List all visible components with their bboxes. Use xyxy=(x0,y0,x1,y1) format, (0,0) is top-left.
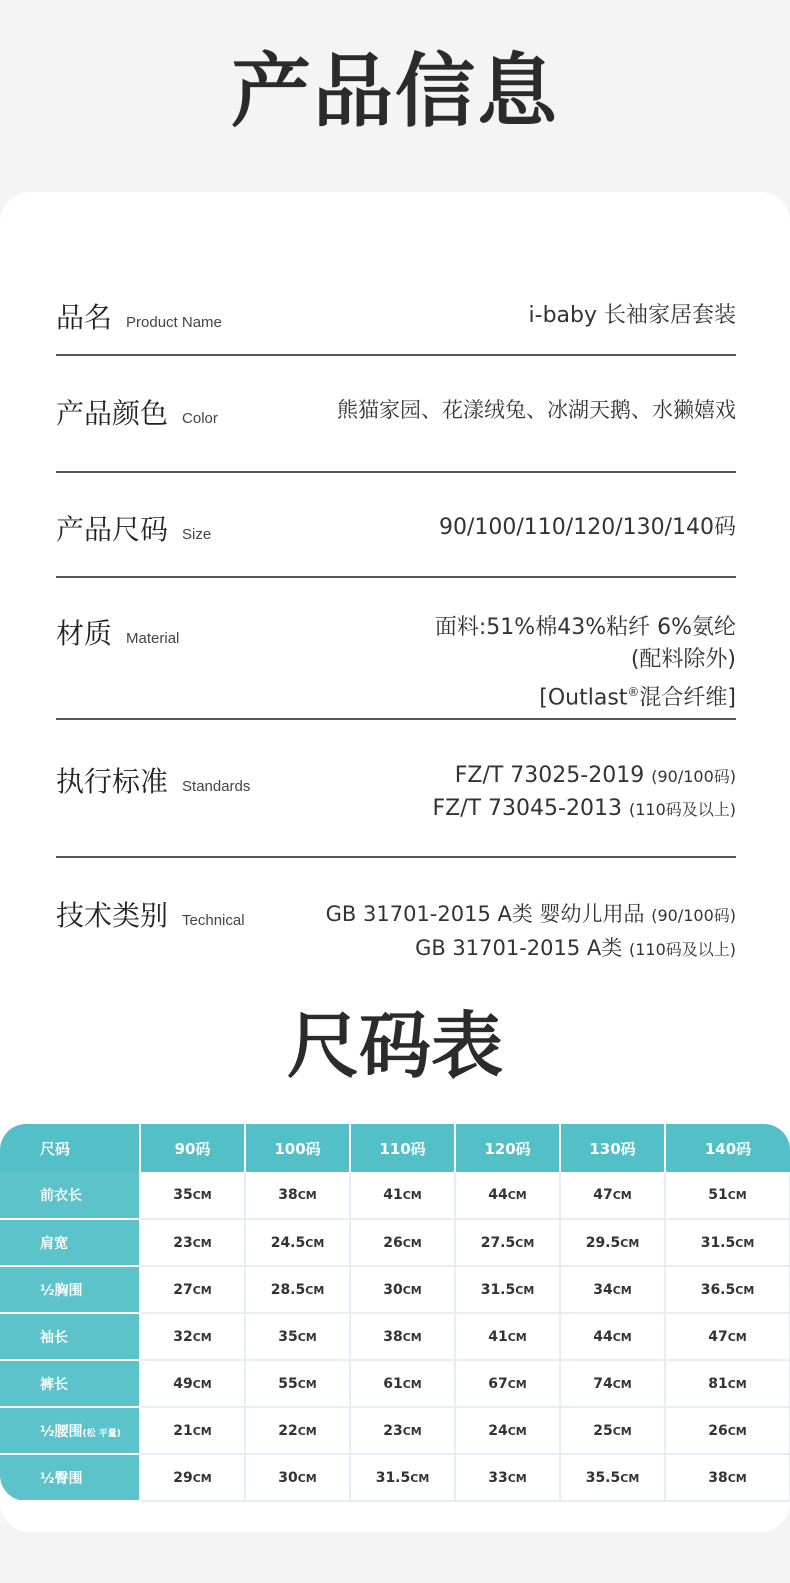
size-chart-title: 尺码表 xyxy=(286,1004,503,1088)
table-row xyxy=(0,1360,790,1407)
size-cell: 25CM xyxy=(560,1407,665,1454)
header-cell: 100码 xyxy=(245,1124,350,1172)
size-cell: 29CM xyxy=(140,1454,245,1501)
header-cell: 120码 xyxy=(455,1124,560,1172)
size-cell: 44CM xyxy=(560,1313,665,1360)
value xyxy=(432,760,736,826)
divider xyxy=(56,576,736,578)
size-cell: 27.5CM xyxy=(455,1219,560,1266)
size-cell: 31.5CM xyxy=(665,1219,790,1266)
size-cell: 32CM xyxy=(140,1313,245,1360)
size-cell: 35CM xyxy=(140,1172,245,1219)
label-en: Color xyxy=(182,410,218,427)
value xyxy=(439,512,736,544)
row-label: ½腰围(松 平量) xyxy=(0,1407,140,1454)
header-cell: 尺码 xyxy=(0,1124,140,1172)
value-line: 熊猫家园、花漾绒兔、冰湖天鹅、水獭嬉戏 xyxy=(337,398,736,422)
size-cell: 67CM xyxy=(455,1360,560,1407)
size-cell: 24.5CM xyxy=(245,1219,350,1266)
value xyxy=(435,612,736,714)
size-cell: 21CM xyxy=(140,1407,245,1454)
size-cell: 38CM xyxy=(245,1172,350,1219)
size-cell: 38CM xyxy=(665,1454,790,1501)
table-row xyxy=(0,1172,790,1219)
page-title: 产品信息 xyxy=(231,45,559,138)
size-cell: 44CM xyxy=(455,1172,560,1219)
registered-mark: ® xyxy=(627,685,640,699)
row-label: 袖长 xyxy=(0,1313,140,1360)
label-en: Product Name xyxy=(126,314,222,331)
size-cell: 74CM xyxy=(560,1360,665,1407)
size-cell: 49CM xyxy=(140,1360,245,1407)
value xyxy=(337,394,736,426)
table-row xyxy=(0,1454,790,1501)
size-cell: 51CM xyxy=(665,1172,790,1219)
row-label: 前衣长 xyxy=(0,1172,140,1219)
size-cell: 26CM xyxy=(665,1407,790,1454)
divider xyxy=(56,354,736,356)
size-cell: 41CM xyxy=(455,1313,560,1360)
size-cell: 38CM xyxy=(350,1313,455,1360)
size-cell: 22CM xyxy=(245,1407,350,1454)
value-line: GB 31701-2015 A类 (110码及以上) xyxy=(415,936,736,960)
value-line: [Outlast®混合纤维] xyxy=(539,685,736,711)
size-cell: 36.5CM xyxy=(665,1266,790,1313)
divider xyxy=(56,471,736,473)
table-row xyxy=(0,1219,790,1266)
table-row xyxy=(0,1407,790,1454)
size-cell: 81CM xyxy=(665,1360,790,1407)
value-line: FZ/T 73025-2019 (90/100码) xyxy=(454,763,736,788)
size-cell: 31.5CM xyxy=(455,1266,560,1313)
size-cell: 30CM xyxy=(245,1454,350,1501)
row-label: ½胸围 xyxy=(0,1266,140,1313)
size-cell: 23CM xyxy=(350,1407,455,1454)
value-line: 90/100/110/120/130/140码 xyxy=(438,515,736,540)
size-cell: 47CM xyxy=(560,1172,665,1219)
size-cell: 29.5CM xyxy=(560,1219,665,1266)
label-en: Technical xyxy=(182,912,245,929)
size-cell: 34CM xyxy=(560,1266,665,1313)
table-row xyxy=(0,1266,790,1313)
size-cell: 47CM xyxy=(665,1313,790,1360)
size-cell: 41CM xyxy=(350,1172,455,1219)
value-line: i-baby 长袖家居套装 xyxy=(528,303,736,328)
size-cell: 23CM xyxy=(140,1219,245,1266)
label-cn: 执行标准 xyxy=(56,765,169,798)
size-cell: 28.5CM xyxy=(245,1266,350,1313)
row-label: 肩宽 xyxy=(0,1219,140,1266)
row-label: 裤长 xyxy=(0,1360,140,1407)
value-line: FZ/T 73045-2013 (110码及以上) xyxy=(432,796,736,821)
value xyxy=(529,300,736,332)
size-cell: 55CM xyxy=(245,1360,350,1407)
size-cell: 31.5CM xyxy=(350,1454,455,1501)
value-line: GB 31701-2015 A类 婴幼儿用品 (90/100码) xyxy=(325,902,736,926)
divider xyxy=(56,856,736,858)
header-cell: 140码 xyxy=(665,1124,790,1172)
header-cell: 90码 xyxy=(140,1124,245,1172)
label-en: Material xyxy=(126,630,180,647)
size-table-body xyxy=(0,1172,790,1501)
header-cell: 130码 xyxy=(560,1124,665,1172)
label-en: Size xyxy=(182,526,212,543)
size-cell: 35CM xyxy=(245,1313,350,1360)
label-cn: 技术类别 xyxy=(56,899,169,932)
table-row xyxy=(0,1313,790,1360)
header-cell: 110码 xyxy=(350,1124,455,1172)
label-en: Standards xyxy=(182,778,251,795)
size-table xyxy=(0,1124,790,1502)
size-cell: 24CM xyxy=(455,1407,560,1454)
size-cell: 27CM xyxy=(140,1266,245,1313)
label-cn: 材质 xyxy=(56,617,113,650)
divider xyxy=(56,718,736,720)
value-line: (配料除外) xyxy=(630,647,736,672)
size-cell: 33CM xyxy=(455,1454,560,1501)
value xyxy=(326,898,736,966)
label-cn: 品名 xyxy=(56,301,113,334)
row-label: ½臀围 xyxy=(0,1454,140,1501)
label-cn: 产品尺码 xyxy=(56,513,169,546)
size-cell: 61CM xyxy=(350,1360,455,1407)
size-cell: 35.5CM xyxy=(560,1454,665,1501)
size-cell: 30CM xyxy=(350,1266,455,1313)
size-cell: 26CM xyxy=(350,1219,455,1266)
label-cn: 产品颜色 xyxy=(56,397,169,430)
size-table-header xyxy=(0,1124,790,1172)
value-line: 面料:51%棉43%粘纤 6%氨纶 xyxy=(434,615,736,640)
